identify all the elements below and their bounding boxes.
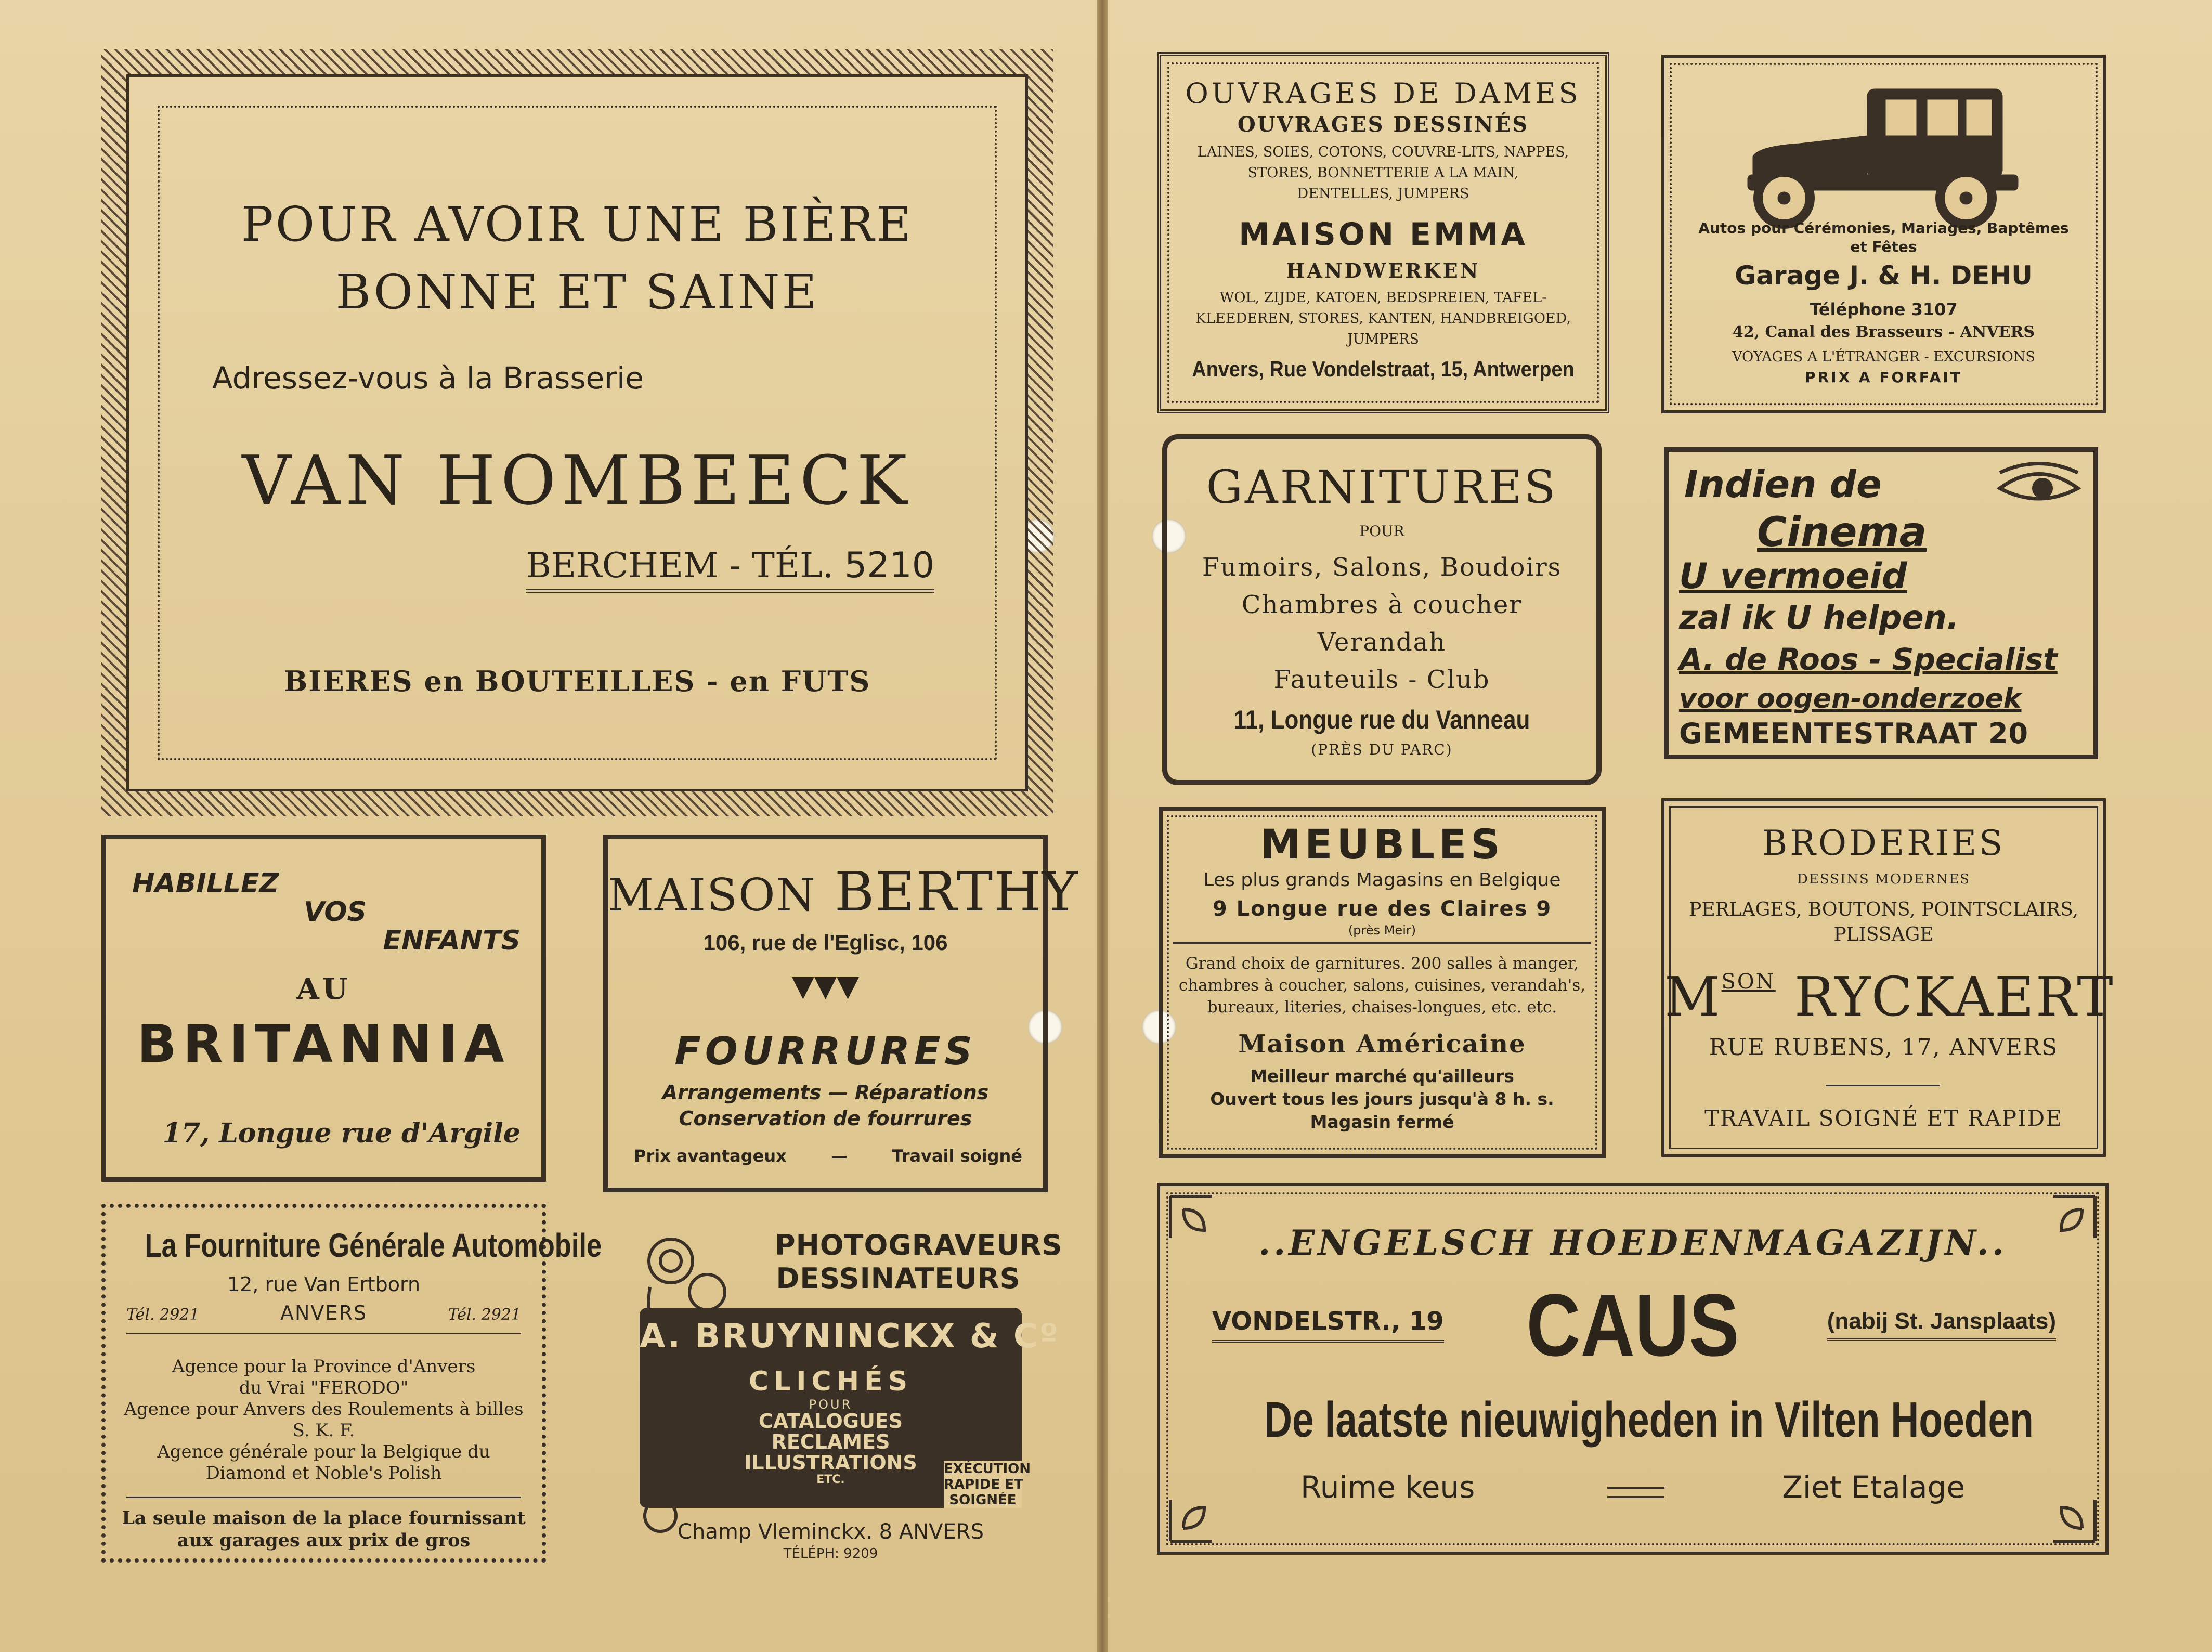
ad-brasserie-van-hombeeck: [101, 49, 1053, 816]
ad-bruyninckx: [629, 1225, 1063, 1563]
meubles-line-6: Ouvert tous les jours jusqu'à 8 h. s.: [1210, 1089, 1554, 1109]
fourniture-tagline-1: La seule maison de la place fournissant: [122, 1507, 526, 1529]
broderies-body: [1664, 897, 2103, 947]
berthy-footer: [634, 1146, 1022, 1166]
bruyninckx-pour: POUR: [809, 1397, 853, 1412]
garnitures-line-4: Fauteuils - Club: [1273, 665, 1490, 694]
headline-2: BONNE ET SAINE: [335, 264, 819, 320]
broderies-subtitle: DESSINS MODERNES: [1797, 871, 1970, 887]
garnitures-line-3: Verandah: [1317, 628, 1447, 657]
fourniture-tagline: [106, 1507, 542, 1552]
britannia-line-1: HABILLEZ: [132, 868, 279, 899]
deroos-line-3: U vermoeid: [1679, 556, 1907, 597]
fourniture-line-3: Agence pour Anvers des Roulements à billes: [124, 1399, 524, 1420]
broderies-title: BRODERIES: [1762, 823, 2006, 863]
bruyninckx-cliches: CLICHÉS: [748, 1366, 913, 1397]
bruyninckx-etc: ETC.: [816, 1473, 845, 1486]
berthy-name-prefix: MAISON: [608, 869, 816, 921]
fourniture-line-2: du Vrai "FERODO": [239, 1377, 409, 1398]
emma-body-nl: [1161, 288, 1605, 350]
meubles-footer: [1163, 1065, 1602, 1134]
bruyninckx-exec: [944, 1461, 1031, 1508]
emma-line-2: STORES, BONNETTERIE A LA MAIN,: [1247, 165, 1519, 181]
broderies-name: [1664, 965, 2115, 1029]
brewery-location: BERCHEM - TÉL.: [526, 545, 834, 586]
intro-text: Adressez-vous à la Brasserie: [212, 360, 644, 396]
deroos-line-7: GEMEENTESTRAAT 20: [1679, 717, 2029, 750]
caus-tagline: De laatste nieuwigheden in Vilten Hoeden: [1264, 1392, 2034, 1448]
fourniture-line-1: Agence pour la Province d'Anvers: [172, 1356, 476, 1377]
emma-address: Anvers, Rue Vondelstraat, 15, Antwerpen: [1192, 357, 1575, 381]
bruyninckx-name: A. BRUYNINCKX & Cº: [640, 1317, 1060, 1356]
garnitures-note: (PRÈS DU PARC): [1311, 741, 1453, 758]
garnitures-pour: POUR: [1359, 523, 1404, 540]
britannia-address: 17, Longue rue d'Argile: [162, 1117, 521, 1149]
fourniture-line-6: Diamond et Noble's Polish: [205, 1463, 442, 1484]
emma-line-3: DENTELLES, JUMPERS: [1297, 186, 1469, 202]
fourniture-name: La Fourniture Générale Automobile: [145, 1227, 602, 1264]
caus-divider: [1607, 1487, 1664, 1498]
meubles-line-3: chambres à coucher, salons, cuisines, verandah's,: [1178, 976, 1586, 995]
dehu-name: Garage J. & H. DEHU: [1735, 261, 2033, 291]
brewery-phone: 5210: [844, 545, 934, 586]
bruyninckx-heading-1: PHOTOGRAVEURS: [775, 1229, 1063, 1261]
berthy-services-2: Conservation de fourrures: [679, 1107, 972, 1130]
fourniture-line-5: Agence générale pour la Belgique du: [157, 1441, 490, 1462]
fourniture-address: 12, rue Van Ertborn: [227, 1273, 421, 1296]
berthy-dash: —: [831, 1146, 848, 1166]
bruyninckx-item-1: CATALOGUES: [758, 1410, 903, 1433]
garnitures-body: [1167, 549, 1596, 698]
emma-subtitle: OUVRAGES DESSINÉS: [1237, 112, 1529, 137]
garnitures-line-1: Fumoirs, Salons, Boudoirs: [1202, 553, 1562, 582]
caus-footer-left: Ruime keus: [1300, 1469, 1475, 1505]
bruyninckx-exec-1: EXÉCUTION: [944, 1461, 1031, 1477]
meubles-name: Maison Américaine: [1238, 1030, 1526, 1059]
caus-name: CAUS: [1526, 1276, 1739, 1375]
caus-address-right: (nabij St. Jansplaats): [1827, 1308, 2056, 1341]
fourniture-tel-right: Tél. 2921: [448, 1306, 521, 1324]
ad-maison-berthy: [603, 835, 1079, 1192]
berthy-quality: Travail soigné: [892, 1146, 1022, 1166]
ad-broderies-ryckaert: [1661, 798, 2115, 1157]
ad-caus: [1157, 1183, 2109, 1555]
dehu-line-4: PRIX A FORFAIT: [1805, 369, 1962, 386]
fourniture-tel-row: [126, 1302, 521, 1324]
ornamental-rule: [1826, 1085, 1940, 1086]
berthy-address: 106, rue de l'Eglisc, 106: [703, 930, 948, 955]
emma-name: MAISON EMMA: [1239, 216, 1528, 253]
meubles-note: (près Meir): [1348, 923, 1416, 938]
eye-icon: [1995, 462, 2083, 509]
berthy-price: Prix avantageux: [634, 1146, 787, 1166]
berthy-services-1: Arrangements — Réparations: [662, 1081, 989, 1104]
garnitures-title: GARNITURES: [1206, 460, 1558, 514]
ad-fourniture-automobile: [101, 1204, 602, 1563]
bruyninckx-address: Champ Vleminckx. 8 ANVERS: [678, 1520, 984, 1544]
meubles-body: [1163, 953, 1602, 1018]
ad-britannia: [101, 835, 546, 1182]
meubles-title: MEUBLES: [1260, 822, 1504, 868]
meubles-line-7: Magasin fermé: [1310, 1112, 1454, 1132]
brewery-products: BIERES en BOUTEILLES - en FUTS: [283, 665, 871, 698]
emma-title: OUVRAGES DE DAMES: [1185, 77, 1581, 110]
broderies-name-main: RYCKAERT: [1794, 965, 2115, 1029]
garnitures-line-2: Chambres à coucher: [1241, 590, 1523, 619]
divider: [126, 1497, 521, 1498]
dehu-line-1: Autos pour Cérémonies, Mariages, Baptêmes: [1698, 219, 2069, 237]
dehu-address: 42, Canal des Brasseurs - ANVERS: [1732, 323, 2035, 341]
berthy-name-main: BERTHY: [834, 860, 1079, 923]
bruyninckx-item-3: ILLUSTRATIONS: [744, 1451, 917, 1474]
bruyninckx-phone: TÉLÉPH: 9209: [783, 1546, 878, 1562]
berthy-name: [608, 860, 1079, 923]
deroos-line-4: zal ik U helpen.: [1679, 599, 1959, 636]
car-illustration: [1737, 79, 2039, 235]
ad-maison-emma: [1157, 52, 1609, 413]
britannia-line-3: ENFANTS: [383, 925, 521, 956]
meubles-line-2: Grand choix de garnitures. 200 salles à manger,: [1185, 954, 1579, 973]
fourniture-line-4: S. K. F.: [292, 1420, 355, 1441]
broderies-name-prefix: M: [1664, 965, 1722, 1029]
fourniture-tel-left: Tél. 2921: [126, 1306, 200, 1324]
fourniture-body: [106, 1356, 542, 1484]
caus-footer-right: Ziet Etalage: [1782, 1469, 1965, 1505]
ad-de-roos: [1664, 447, 2098, 759]
berthy-emblem: ▼▼▼: [791, 969, 860, 1003]
britannia-line-2: VOS: [304, 896, 367, 928]
britannia-name: BRITANNIA: [137, 1013, 511, 1074]
deroos-line-2: Cinema: [1757, 509, 1927, 556]
broderies-footer: TRAVAIL SOIGNÉ ET RAPIDE: [1704, 1105, 2063, 1131]
bruyninckx-heading-2: DESSINATEURS: [776, 1262, 1021, 1295]
berthy-product: FOURRURES: [674, 1029, 977, 1074]
emma-line-4: WOL, ZIJDE, KATOEN, BEDSPREIEN, TAFEL-: [1219, 290, 1547, 306]
ad-meubles: [1159, 807, 1606, 1158]
caus-title: ..ENGELSCH HOEDENMAGAZIJN..: [1258, 1222, 2007, 1263]
britannia-line-4: AU: [296, 972, 351, 1006]
broderies-name-super: SON: [1721, 970, 1776, 994]
brewery-name: VAN HOMBEECK: [242, 441, 913, 520]
broderies-line-2: PLISSAGE: [1833, 924, 1934, 945]
meubles-line-5: Meilleur marché qu'ailleurs: [1250, 1066, 1514, 1086]
fourniture-city: ANVERS: [280, 1302, 367, 1324]
dehu-line-2: et Fêtes: [1850, 238, 1917, 255]
deroos-line-5: A. de Roos - Specialist: [1679, 642, 2058, 677]
ad-garage-dehu: [1661, 55, 2106, 413]
bruyninckx-item-2: RECLAMES: [771, 1430, 890, 1453]
emma-line-6: JUMPERS: [1347, 331, 1419, 347]
meubles-line-4: bureaux, literies, chaises-longues, etc. etc.: [1207, 998, 1557, 1017]
ad-frame: [126, 74, 1028, 791]
page-gutter: [1097, 0, 1108, 1652]
broderies-line-1: PERLAGES, BOUTONS, POINTSCLAIRS,: [1689, 899, 2078, 920]
brewery-contact: [526, 545, 934, 593]
dehu-intro: [1664, 219, 2103, 256]
bruyninckx-exec-2: RAPIDE ET: [944, 1477, 1023, 1492]
divider: [126, 1333, 521, 1334]
emma-subtitle-nl: HANDWERKEN: [1286, 259, 1480, 282]
emma-body-fr: [1161, 142, 1605, 204]
emma-line-1: LAINES, SOIES, COTONS, COUVRE-LITS, NAPPES,: [1197, 144, 1569, 160]
meubles-address: 9 Longue rue des Claires 9: [1212, 897, 1552, 921]
emma-line-5: KLEEDEREN, STORES, KANTEN, HANDBREIGOED,: [1195, 310, 1571, 327]
fourniture-tagline-2: aux garages aux prix de gros: [177, 1530, 471, 1551]
dehu-phone: Téléphone 3107: [1810, 300, 1958, 319]
meubles-line-1: Les plus grands Magasins en Belgique: [1203, 869, 1561, 891]
deroos-line-6: voor oogen-onderzoek: [1679, 683, 2022, 714]
deroos-line-1: Indien de: [1684, 462, 1882, 506]
caus-address-left: VONDELSTR., 19: [1212, 1307, 1444, 1343]
headline-1: POUR AVOIR UNE BIÈRE: [241, 197, 914, 252]
bruyninckx-exec-3: SOIGNÉE: [949, 1492, 1017, 1508]
garnitures-address: 11, Longue rue du Vanneau: [1233, 705, 1530, 734]
ad-garnitures: [1162, 434, 1602, 785]
divider: [1173, 942, 1591, 944]
broderies-address: RUE RUBENS, 17, ANVERS: [1709, 1034, 2059, 1061]
dehu-line-3: VOYAGES A L'ÉTRANGER - EXCURSIONS: [1732, 349, 2035, 365]
